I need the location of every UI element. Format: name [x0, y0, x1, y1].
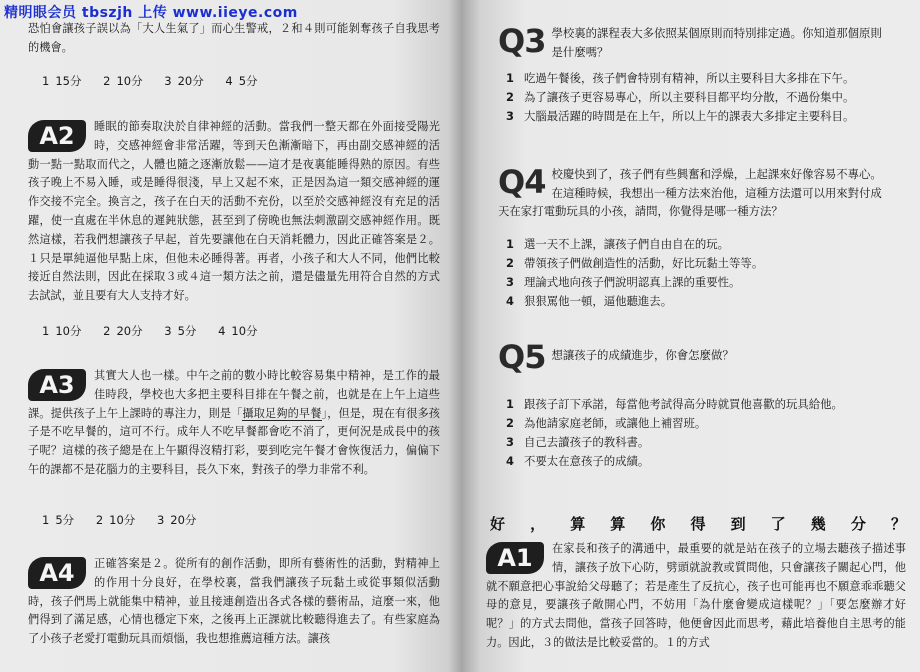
q3-label: Q3 [498, 22, 546, 60]
a3-highlight: 攝取足夠的早餐 [242, 406, 322, 420]
a3-text-post: 」，但是，現在有很多孩子是不吃早餐的，這可不行。成年人不吃早餐都會吃不消了，更何況是成長中的孩子呢？這樣的孩子總是在上午顯得沒精打彩，要到吃完午餐才會恢復活力，偏偏下午的課都不是花腦力的主要科目，長久下來，對孩子的學力非常不利。 [28, 406, 440, 476]
right-page [462, 0, 920, 672]
list-item: 1 選一天不上課，讓孩子們自由自在的玩。 [506, 237, 730, 251]
list-item: 2 帶領孩子們做創造性的活動，好比玩黏土等等。 [506, 256, 764, 270]
answer-a3 [28, 367, 440, 480]
list-item: 3 自己去讀孩子的教科書。 [506, 435, 650, 449]
answer-a2 [28, 118, 440, 306]
q4-options [506, 236, 763, 312]
list-item: 4 不要太在意孩子的成績。 [506, 454, 650, 468]
answer-a4 [28, 555, 440, 649]
a1-badge: A1 [486, 542, 544, 574]
list-item: 2 為他請家庭老師，或讓他上補習班。 [506, 416, 707, 430]
score-heading: 好 ， 算 算 你 得 到 了 幾 分 ？ [490, 514, 906, 533]
watermark: 精明眼会员 tbszjh 上传 www.iieye.com [4, 5, 298, 21]
list-item: 1 吃過午餐後，孩子們會特別有精神，所以主要科目大多排在下午。 [506, 71, 855, 85]
q5-label: Q5 [498, 338, 546, 376]
list-item: 2 為了讓孩子更容易專心，所以主要科目都平均分散，不過份集中。 [506, 90, 855, 104]
list-item: 3 大腦最活躍的時間是在上午，所以上午的課表大多排定主要科目。 [506, 109, 855, 123]
a2-text: 睡眠的節奏取決於自律神經的活動。當我們一整天都在外面接受陽光時，交感神經會非常活躍，等到天色漸漸暗下，再由副交感神經的活動一點一點取而代之，人體也隨之逐漸放鬆——這才是夜裏能睡得熟的原因。有些孩子晚上不易入睡，或是睡得很淺，早上又起不來，正是因為這一類交感神經的運作交接不完全。換言之，孩子在白天的活動不充份，以至於交感神經沒有充足的活躍，使一直處在半休息的遲鈍狀態，甚至到了傍晚也無法刺激副交感神經作用。既然這樣，若我們想讓孩子早起，首先要讓他在白天消耗體力，因此正確答案是２。１只是單純逼他早點上床，但他未必睡得著。再者，小孩子和大人不同，他們比較接近自然法則，因此在採取３或４這一類方法之前，還是儘量先用符合自然的方式去試試，並且要有大人支持才好。 [28, 120, 440, 303]
a3-badge: A3 [28, 369, 86, 401]
q4-label: Q4 [498, 163, 546, 201]
q4-text: 校慶快到了，孩子們有些興奮和浮燥，上起課來好像容易不專心。在這種時候，我想出一種方法來治他，這種方法還可以用來對付成天在家打電動玩具的小孩，請問，你覺得是哪一種方法？ [498, 167, 882, 218]
list-item: 3 理論式地向孩子們說明認真上課的重要性。 [506, 275, 741, 289]
a1-text: 在家長和孩子的溝通中，最重要的就是站在孩子的立場去聽孩子描述事情，讓孩子放下心防，劈頭就說教或質問他，只會讓孩子關起心門，他就不願意把心事說給父母聽了；若是產生了反抗心，孩子也可能再也不願意乖乖聽父母的意見，要讓孩子敞開心門，不妨用「為什麼會變成這樣呢？」「要怎麼辦才好呢？」的方式去問他，當孩子回答時，他便會因此而思考，藉此培養他自主思考的能力。因此，３的做法是比較妥當的。１的方式 [486, 542, 906, 649]
a2-badge: A2 [28, 120, 86, 152]
intro-paragraph: 恐怕會讓孩子誤以為「大人生氣了」而心生警戒，２和４則可能剝奪孩子自我思考的機會。 [28, 22, 440, 54]
q3-options [506, 70, 854, 127]
q5-text: 想讓孩子的成績進步，你會怎麼做？ [551, 348, 734, 362]
q3-text: 學校裏的課程表大多依照某個原則而特別排定過。你知道那個原則是什麼嗎？ [551, 26, 882, 59]
a4-text: 正確答案是２。從所有的創作活動，即所有藝術性的活動，對精神上的作用十分良好，在學校裏，當我們讓孩子玩黏土或從事類似活動時，孩子們馬上就能集中精神，並且接連創造出各式各樣的藝術品，這麼一來，他們得到了滿足感，心情也穩定下來，之後再上正課就比較聽得進去了。有些家庭為了小孩子老愛打電動玩具而煩惱，我也想推薦這種方法。讓孩 [28, 557, 440, 646]
answer-a1 [486, 540, 906, 653]
scores-row-3: 1 5分 2 10分 3 20分 [42, 513, 197, 527]
question-q5 [498, 340, 890, 376]
scores-row-2: 1 10分 2 20分 3 5分 4 10分 [42, 324, 258, 338]
scores-row-1: 1 15分 2 10分 3 20分 4 5分 [42, 74, 258, 88]
q5-options [506, 396, 843, 472]
a3-text-pre: 其實大人也一樣。中午之前的數小時比較容易集中精神，是工作的最佳時段，學校也大多把主要科目排在午餐之前，也就是在上午上這些課。提供孩子上午上課時的專注力，則是「 [28, 369, 440, 420]
question-q3 [498, 24, 888, 61]
list-item: 1 跟孩子訂下承諾，每當他考試得高分時就買他喜歡的玩具給他。 [506, 397, 843, 411]
question-q4 [498, 165, 890, 221]
list-item: 4 狠狠罵他一頓，逼他聽進去。 [506, 294, 673, 308]
a4-badge: A4 [28, 557, 86, 589]
